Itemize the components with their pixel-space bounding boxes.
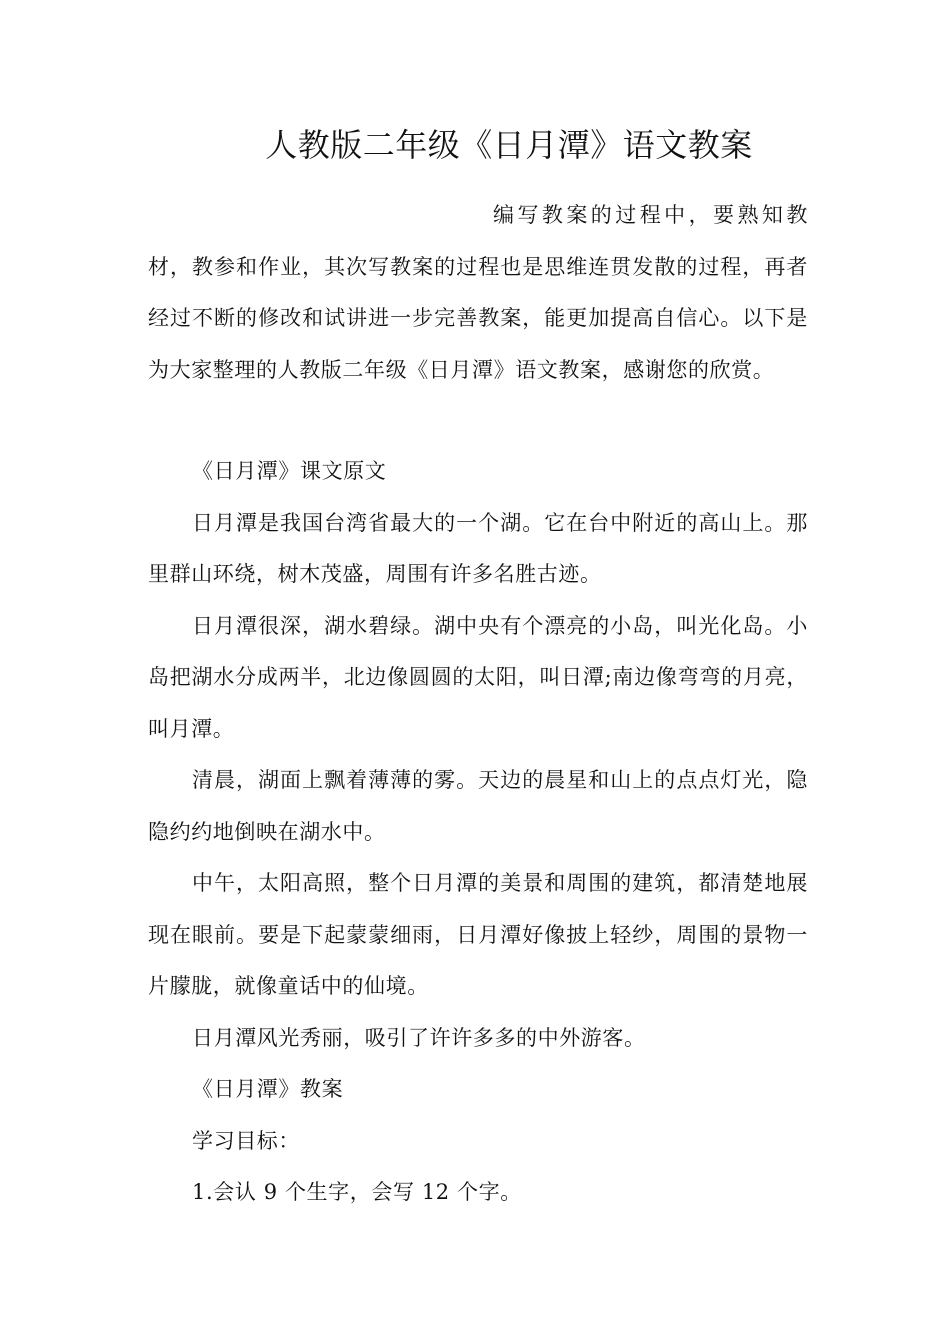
document-title: 人教版二年级《日月潭》语文教案 [265,126,753,164]
intro-paragraph: 编写教案的过程中，要熟知教材，教参和作业，其次写教案的过程也是思维连贯发散的过程，再者经过不断的修改和试讲进一步完善教案，能更加提高自信心。以下是为大家整理的人教版二年级《日月潭》语文教案，感谢您的欣赏。 [148,203,808,382]
text-paragraph: 日月潭是我国台湾省最大的一个湖。它在台中附近的高山上。那里群山环绕，树木茂盛，周围有许多名胜古迹。 [148,510,808,586]
section-heading-original-text: 《日月潭》课文原文 [192,459,387,483]
text-paragraph: 日月潭风光秀丽，吸引了许许多多的中外游客。 [192,1025,646,1050]
document-body [148,446,808,1219]
text-paragraph: 清晨，湖面上飘着薄薄的雾。天边的晨星和山上的点点灯光，隐隐约约地倒映在湖水中。 [148,768,808,844]
learning-goals-heading: 学习目标： [192,1128,300,1153]
learning-goal-item: 1.会认 9 个生字，会写 12 个字。 [192,1180,522,1204]
text-paragraph: 中午，太阳高照，整个日月潭的美景和周围的建筑，都清楚地展现在眼前。要是下起蒙蒙细雨，日月潭好像披上轻纱，周围的景物一片朦胧，就像童话中的仙境。 [148,871,808,998]
section-heading-lesson-plan: 《日月潭》教案 [192,1077,344,1101]
text-paragraph: 日月潭很深，湖水碧绿。湖中央有个漂亮的小岛，叫光化岛。小岛把湖水分成两半，北边像圆圆的太阳，叫日潭;南边像弯弯的月亮，叫月潭。 [148,613,808,741]
